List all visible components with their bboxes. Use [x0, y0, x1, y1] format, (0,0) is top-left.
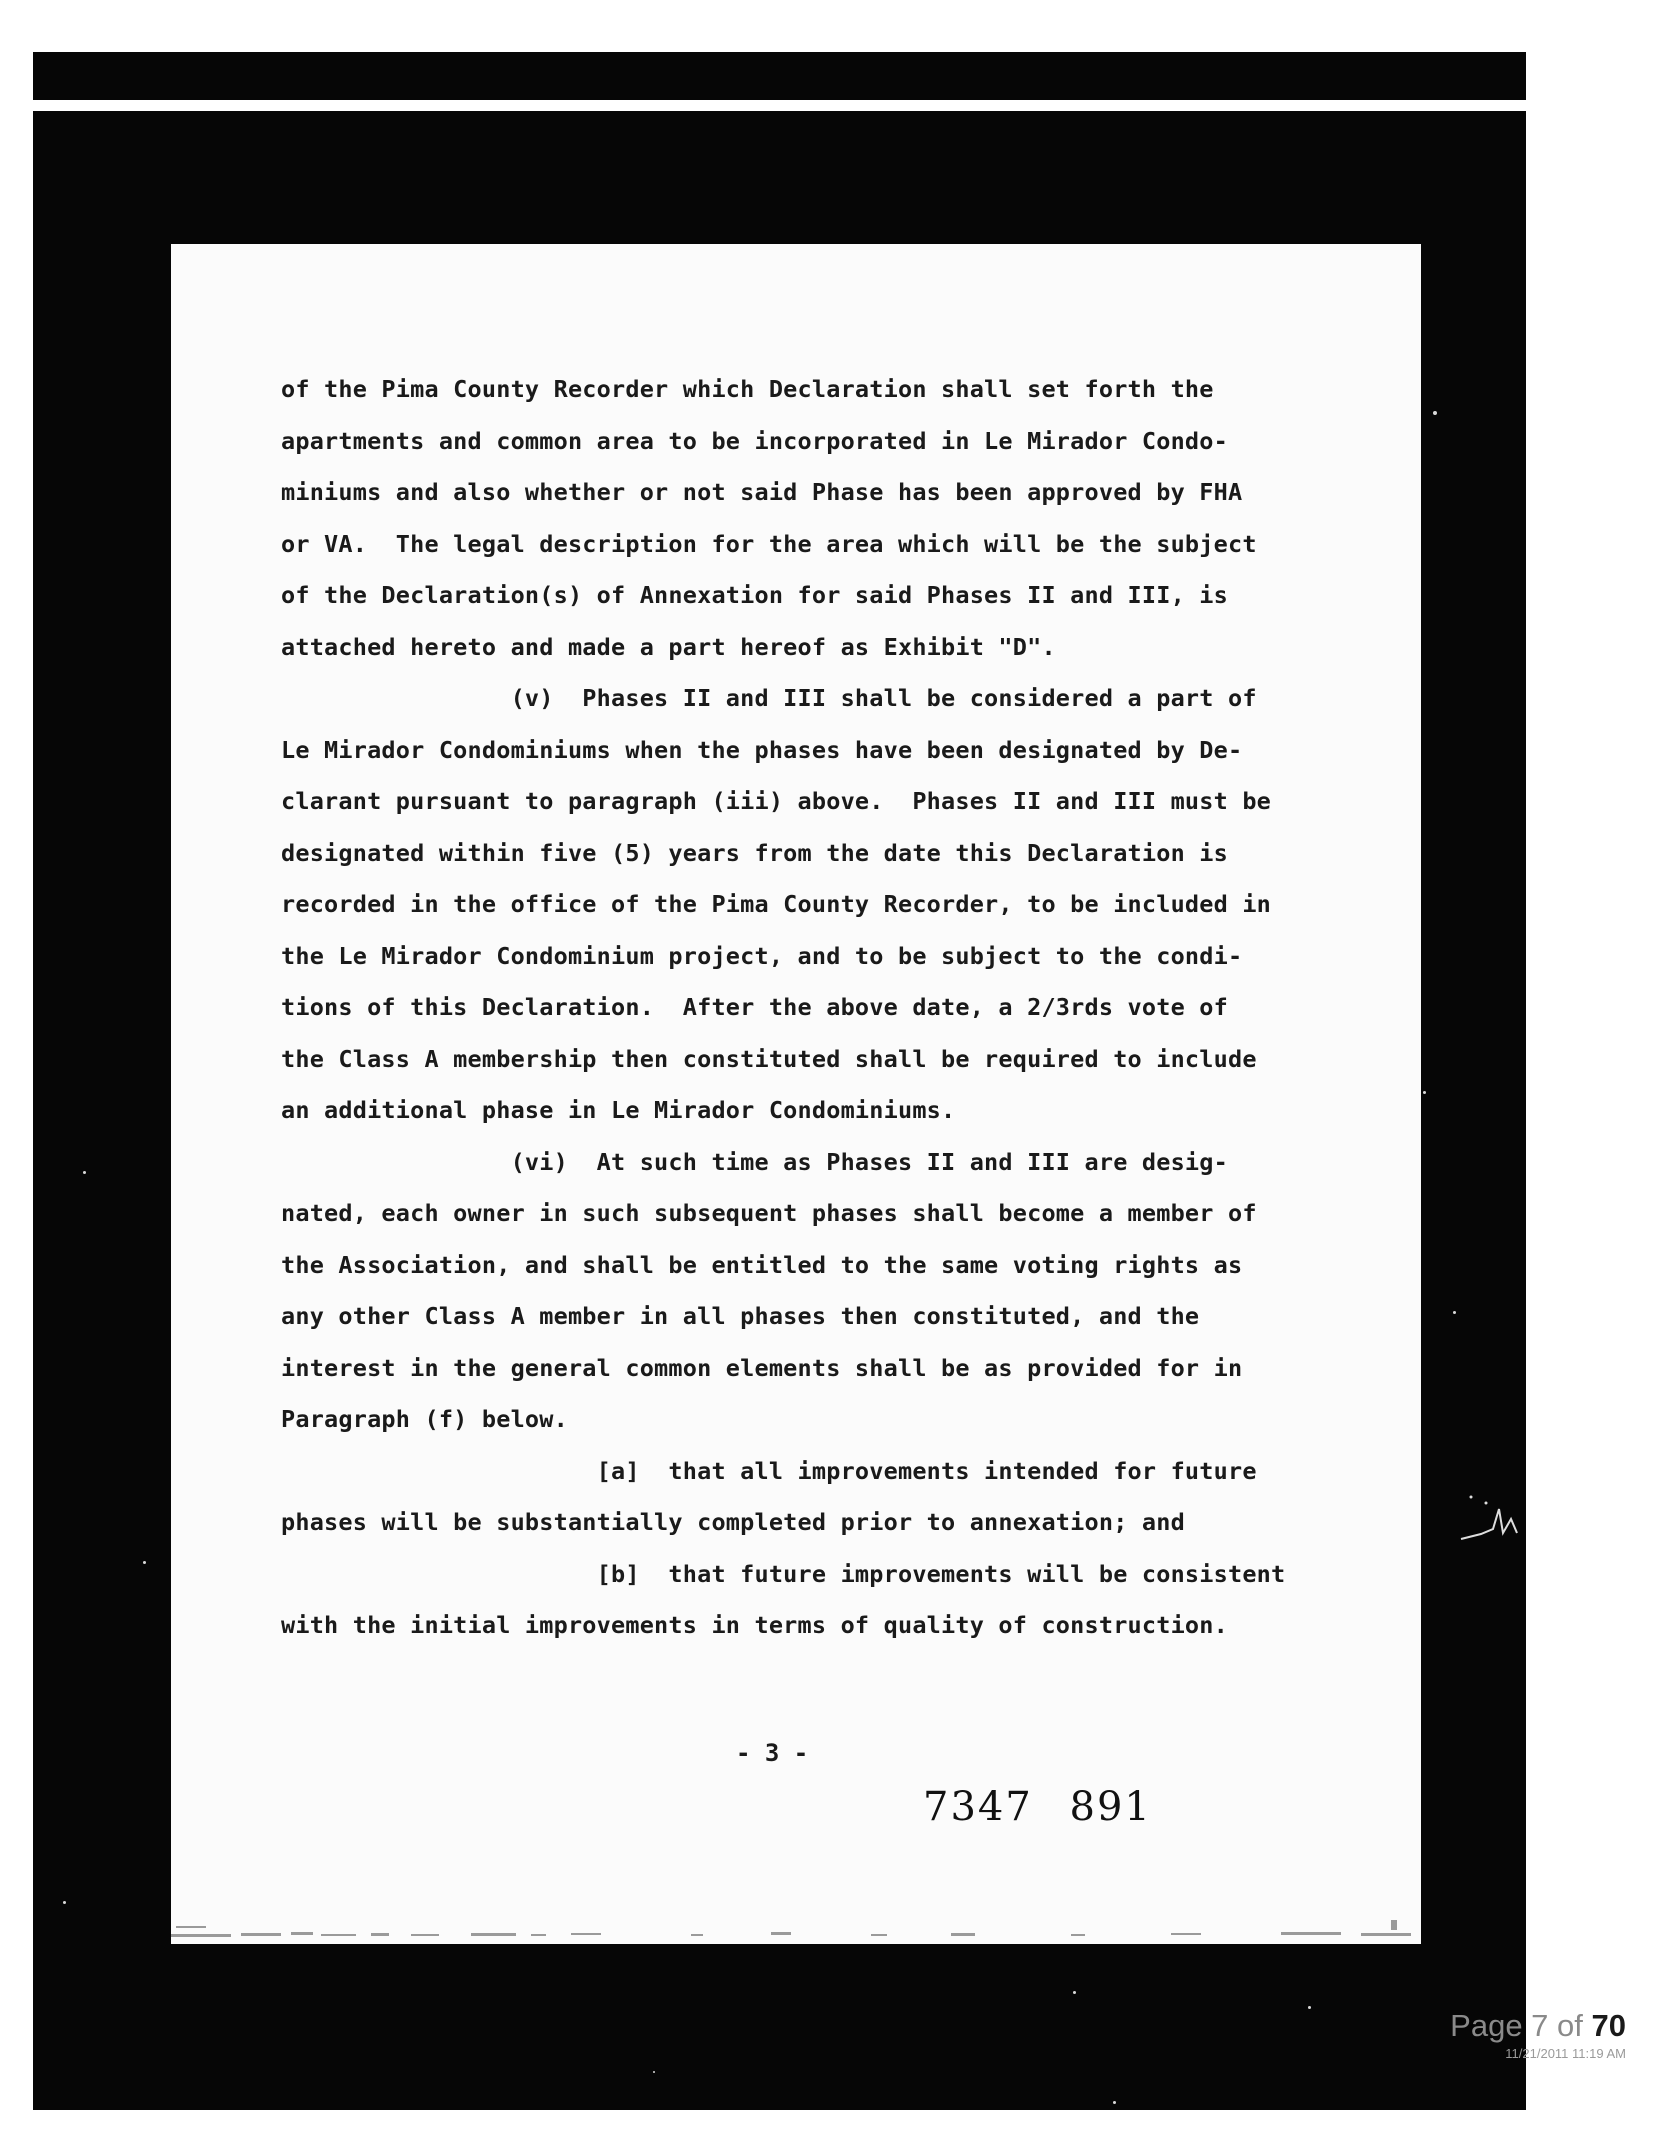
- scan-top-border: [33, 52, 1526, 100]
- text-line: or VA. The legal description for the area which will be the subject: [281, 529, 1257, 558]
- text-line: miniums and also whether or not said Phase has been approved by FHA: [281, 478, 1243, 506]
- text-line: any other Class A member in all phases then constituted, and the: [281, 1302, 1200, 1330]
- recording-stamp: 7347 891: [923, 1784, 1152, 1830]
- text-line: [b] that future improvements will be consistent: [281, 1559, 1286, 1588]
- text-line: phases will be substantially completed prior to annexation; and: [281, 1508, 1185, 1536]
- text-line: nated, each owner in such subsequent phases shall become a member of: [281, 1199, 1257, 1227]
- scan-speck: [63, 1901, 66, 1904]
- print-timestamp: 11/21/2011 11:19 AM: [1505, 2046, 1626, 2061]
- scanned-page-frame: [33, 111, 1526, 2110]
- document-page: [171, 244, 1421, 1944]
- text-line: clarant pursuant to paragraph (iii) above. Phases II and III must be: [281, 787, 1272, 815]
- scan-speck: [1308, 2006, 1311, 2009]
- scribble-mark-icon: [1451, 1489, 1526, 1559]
- text-line: of the Declaration(s) of Annexation for said Phases II and III, is: [281, 581, 1228, 609]
- document-body: [281, 364, 1361, 1652]
- scan-speck: [1073, 1991, 1076, 1994]
- page-indicator-total: 70: [1591, 2008, 1626, 2043]
- scan-speck: [143, 1561, 146, 1564]
- scan-speck: [1423, 1091, 1426, 1094]
- page-number: - 3 -: [736, 1739, 809, 1767]
- page-indicator-label: Page 7 of: [1450, 2008, 1592, 2043]
- text-line: tions of this Declaration. After the above date, a 2/3rds vote of: [281, 993, 1228, 1021]
- scan-speck: [1433, 411, 1437, 415]
- page-indicator: [1450, 2008, 1626, 2044]
- text-line: with the initial improvements in terms of quality of construction.: [281, 1611, 1228, 1639]
- text-line: [a] that all improvements intended for future: [281, 1456, 1257, 1485]
- text-line: (vi) At such time as Phases II and III are desig-: [281, 1147, 1228, 1176]
- scan-speck: [653, 2071, 655, 2073]
- text-line: Paragraph (f) below.: [281, 1405, 568, 1433]
- text-line: the Le Mirador Condominium project, and to be subject to the condi-: [281, 941, 1243, 970]
- text-line: interest in the general common elements shall be as provided for in: [281, 1353, 1243, 1382]
- scan-noise-strip: [171, 1912, 1421, 1942]
- text-line: the Association, and shall be entitled to the same voting rights as: [281, 1250, 1243, 1279]
- text-line: of the Pima County Recorder which Declaration shall set forth the: [281, 375, 1214, 403]
- text-line: apartments and common area to be incorporated in Le Mirador Condo-: [281, 426, 1228, 455]
- text-line: designated within five (5) years from the date this Declaration is: [281, 838, 1228, 867]
- viewer-page-info: [1450, 2008, 1626, 2061]
- text-line: recorded in the office of the Pima County Recorder, to be included in: [281, 890, 1272, 918]
- text-line: (v) Phases II and III shall be considered a part of: [281, 684, 1257, 712]
- text-line: an additional phase in Le Mirador Condominiums.: [281, 1096, 956, 1124]
- scan-speck: [1453, 1311, 1456, 1314]
- scan-speck: [83, 1171, 86, 1174]
- text-line: attached hereto and made a part hereof as Exhibit "D".: [281, 632, 1056, 661]
- scan-speck: [1113, 2101, 1116, 2104]
- text-line: the Class A membership then constituted shall be required to include: [281, 1044, 1257, 1073]
- text-line: Le Mirador Condominiums when the phases have been designated by De-: [281, 735, 1243, 764]
